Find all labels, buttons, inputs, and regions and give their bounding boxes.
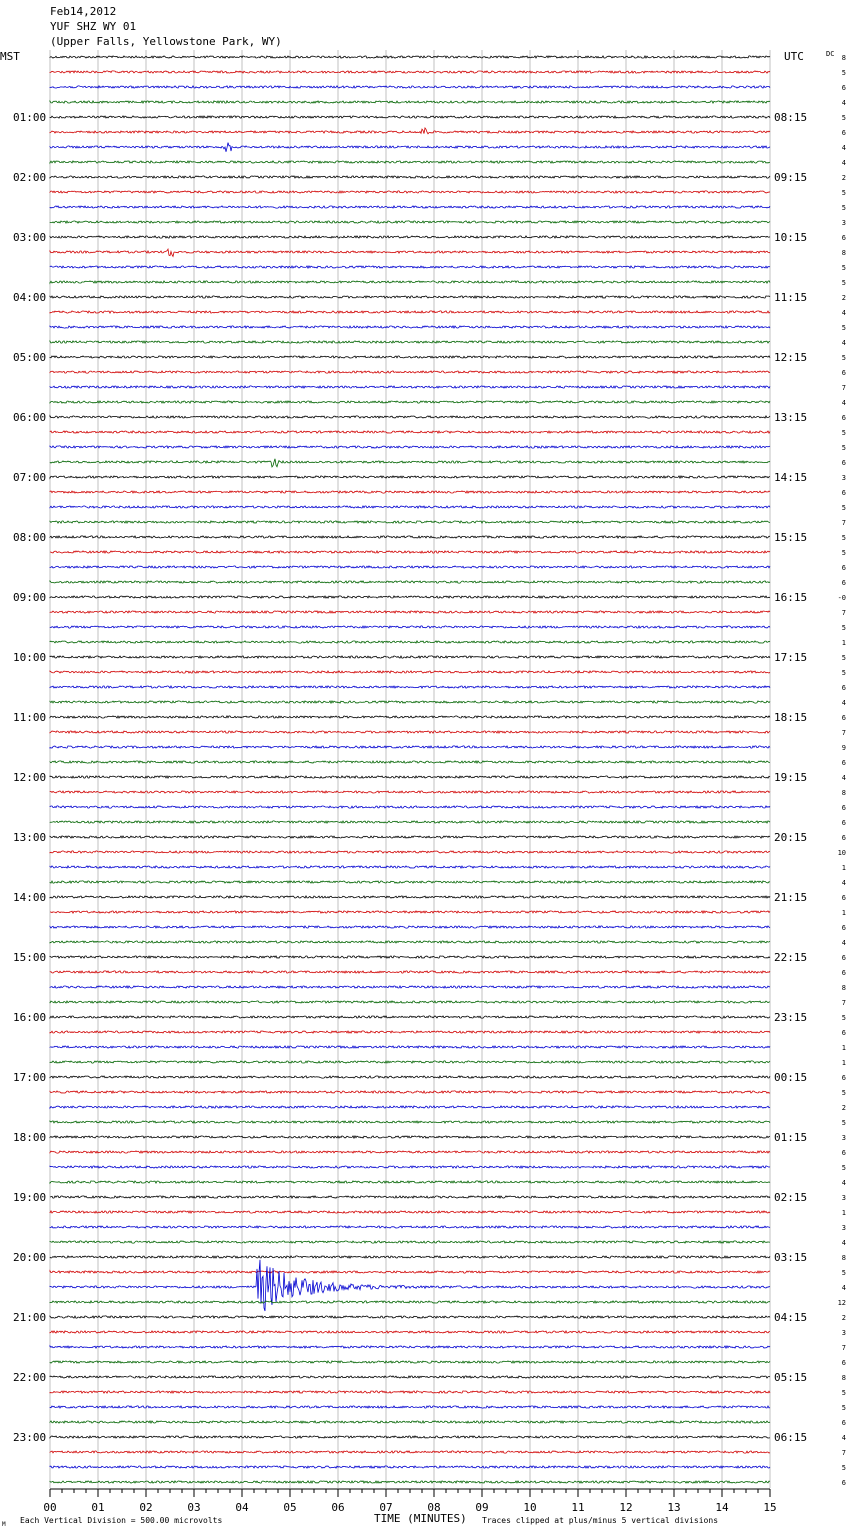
dc-offset-value: 4: [841, 879, 846, 887]
dc-column-label: DC: [826, 50, 835, 58]
mst-hour-label: 03:00: [13, 231, 47, 244]
mst-hour-label: 22:00: [13, 1371, 47, 1384]
clip-note: Traces clipped at plus/minus 5 vertical divisions: [482, 1516, 719, 1525]
dc-offset-value: 5: [841, 429, 846, 437]
trace-row-28: [50, 476, 770, 478]
dc-offset-value: 6: [841, 894, 846, 902]
station-code: YUF SHZ WY 01: [50, 20, 137, 33]
trace-row-70: [50, 1106, 770, 1108]
trace-row-5: [50, 128, 770, 134]
dc-offset-value: 2: [841, 1104, 846, 1112]
mst-hour-label: 10:00: [13, 651, 47, 664]
dc-offset-value: -0: [837, 594, 846, 602]
x-tick-label: 12: [619, 1501, 633, 1514]
dc-offset-value: 7: [841, 999, 846, 1007]
dc-offset-value: 4: [841, 99, 846, 107]
dc-offset-value: 1: [841, 1059, 846, 1067]
dc-offset-value: 1: [841, 909, 846, 917]
mst-hour-label: 09:00: [13, 591, 47, 604]
dc-offset-value: 7: [841, 519, 846, 527]
dc-offset-value: 6: [841, 804, 846, 812]
dc-offset-labels: [838, 54, 846, 1487]
x-tick-label: 08: [427, 1501, 441, 1514]
trace-row-17: [50, 311, 770, 313]
mst-hour-label: 20:00: [13, 1251, 47, 1264]
dc-offset-value: 5: [841, 1404, 846, 1412]
trace-row-21: [50, 371, 770, 373]
dc-offset-value: 5: [841, 549, 846, 557]
utc-hour-label: 23:15: [774, 1011, 808, 1024]
mst-hour-label: 18:00: [13, 1131, 47, 1144]
dc-offset-value: 3: [841, 474, 846, 482]
trace-row-69: [50, 1091, 770, 1093]
trace-row-35: [50, 581, 770, 583]
trace-row-9: [50, 191, 770, 193]
dc-offset-value: 2: [841, 294, 846, 302]
dc-offset-value: 6: [841, 369, 846, 377]
trace-row-84: [50, 1316, 770, 1318]
trace-row-63: [50, 1001, 770, 1003]
dc-offset-value: 5: [841, 324, 846, 332]
dc-offset-value: 6: [841, 1359, 846, 1367]
dc-offset-value: 7: [841, 1449, 846, 1457]
dc-offset-value: 3: [841, 1224, 846, 1232]
trace-row-45: [50, 731, 770, 733]
station-location: (Upper Falls, Yellowstone Park, WY): [50, 35, 282, 48]
dc-offset-value: 6: [841, 969, 846, 977]
trace-row-27: [50, 459, 770, 467]
mst-hour-label: 19:00: [13, 1191, 47, 1204]
trace-row-72: [50, 1136, 770, 1138]
trace-row-91: [50, 1421, 770, 1423]
mst-hour-label: 14:00: [13, 891, 47, 904]
dc-offset-value: 6: [841, 714, 846, 722]
dc-offset-value: 5: [841, 1389, 846, 1397]
trace-row-75: [50, 1181, 770, 1183]
x-tick-label: 02: [139, 1501, 153, 1514]
trace-row-78: [50, 1226, 770, 1228]
dc-offset-value: 3: [841, 1329, 846, 1337]
trace-row-49: [50, 791, 770, 793]
mst-hour-label: 17:00: [13, 1071, 47, 1084]
dc-offset-value: 6: [841, 579, 846, 587]
x-axis-title: TIME (MINUTES): [374, 1512, 467, 1525]
dc-offset-value: 6: [841, 819, 846, 827]
trace-row-32: [50, 536, 770, 538]
dc-offset-value: 6: [841, 1479, 846, 1487]
dc-offset-value: 12: [837, 1299, 846, 1307]
x-tick-label: 06: [331, 1501, 345, 1514]
trace-row-46: [50, 746, 770, 748]
utc-hour-label: 16:15: [774, 591, 808, 604]
trace-row-71: [50, 1121, 770, 1123]
utc-hour-label: 20:15: [774, 831, 808, 844]
utc-hour-label: 02:15: [774, 1191, 808, 1204]
trace-row-55: [50, 881, 770, 883]
utc-hour-label: 22:15: [774, 951, 808, 964]
dc-offset-value: 6: [841, 84, 846, 92]
mst-hour-label: 16:00: [13, 1011, 47, 1024]
dc-offset-value: 4: [841, 1239, 846, 1247]
dc-offset-value: 5: [841, 534, 846, 542]
trace-row-22: [50, 386, 770, 388]
utc-hour-label: 04:15: [774, 1311, 808, 1324]
trace-row-83: [50, 1301, 770, 1303]
utc-hour-label: 08:15: [774, 111, 808, 124]
trace-row-92: [50, 1436, 770, 1438]
utc-hour-label: 05:15: [774, 1371, 808, 1384]
dc-offset-value: 4: [841, 309, 846, 317]
utc-hour-label: 21:15: [774, 891, 808, 904]
trace-row-1: [50, 71, 770, 73]
trace-row-14: [50, 266, 770, 268]
trace-row-93: [50, 1451, 770, 1453]
trace-row-73: [50, 1151, 770, 1153]
corner-mark: M: [2, 1521, 6, 1528]
dc-offset-value: 5: [841, 264, 846, 272]
dc-offset-value: 10: [837, 849, 846, 857]
trace-row-95: [50, 1481, 770, 1483]
mst-hour-label: 21:00: [13, 1311, 47, 1324]
dc-offset-value: 5: [841, 279, 846, 287]
utc-hour-label: 10:15: [774, 231, 808, 244]
dc-offset-value: 4: [841, 774, 846, 782]
trace-row-37: [50, 611, 770, 613]
trace-row-34: [50, 566, 770, 568]
trace-row-56: [50, 896, 770, 898]
trace-row-8: [50, 176, 770, 178]
dc-offset-value: 4: [841, 339, 846, 347]
mst-hour-label: 15:00: [13, 951, 47, 964]
dc-offset-value: 5: [841, 1464, 846, 1472]
dc-offset-value: 5: [841, 654, 846, 662]
trace-row-19: [50, 341, 770, 343]
x-tick-label: 04: [235, 1501, 249, 1514]
trace-row-60: [50, 956, 770, 958]
trace-row-67: [50, 1061, 770, 1063]
trace-row-12: [50, 236, 770, 238]
mst-hour-label: 05:00: [13, 351, 47, 364]
dc-offset-value: 5: [841, 1089, 846, 1097]
right-timezone-label: UTC: [784, 50, 804, 63]
dc-offset-value: 6: [841, 1149, 846, 1157]
trace-row-87: [50, 1361, 770, 1363]
trace-row-76: [50, 1196, 770, 1198]
trace-row-48: [50, 776, 770, 778]
dc-offset-value: 8: [841, 1374, 846, 1382]
trace-row-58: [50, 926, 770, 928]
mst-hour-label: 07:00: [13, 471, 47, 484]
trace-row-89: [50, 1391, 770, 1393]
dc-offset-value: 7: [841, 1344, 846, 1352]
trace-row-65: [50, 1031, 770, 1033]
dc-offset-value: 5: [841, 669, 846, 677]
trace-row-0: [50, 56, 770, 58]
dc-offset-value: 7: [841, 384, 846, 392]
dc-offset-value: 6: [841, 759, 846, 767]
dc-offset-value: 6: [841, 129, 846, 137]
utc-hour-label: 19:15: [774, 771, 808, 784]
trace-row-41: [50, 671, 770, 673]
left-timezone-label: MST: [0, 50, 20, 63]
trace-row-44: [50, 716, 770, 718]
dc-offset-value: 5: [841, 69, 846, 77]
trace-row-33: [50, 551, 770, 553]
mst-hour-label: 12:00: [13, 771, 47, 784]
scale-note: Each Vertical Division = 500.00 microvolts: [20, 1516, 223, 1525]
x-tick-label: 03: [187, 1501, 201, 1514]
trace-row-26: [50, 446, 770, 448]
dc-offset-value: 4: [841, 144, 846, 152]
x-tick-label: 05: [283, 1501, 297, 1514]
mst-hour-label: 11:00: [13, 711, 47, 724]
utc-hour-label: 13:15: [774, 411, 808, 424]
trace-row-68: [50, 1076, 770, 1078]
plot-date: Feb14,2012: [50, 5, 117, 18]
dc-offset-value: 3: [841, 1194, 846, 1202]
trace-row-50: [50, 806, 770, 808]
mst-hour-label: 13:00: [13, 831, 47, 844]
utc-hour-label: 18:15: [774, 711, 808, 724]
dc-offset-value: 6: [841, 459, 846, 467]
dc-offset-value: 7: [841, 609, 846, 617]
dc-offset-value: 8: [841, 984, 846, 992]
trace-row-47: [50, 761, 770, 763]
x-tick-label: 10: [523, 1501, 537, 1514]
x-axis: [43, 1489, 776, 1514]
dc-offset-value: 5: [841, 1119, 846, 1127]
x-tick-label: 13: [667, 1501, 681, 1514]
utc-hour-label: 14:15: [774, 471, 808, 484]
trace-row-43: [50, 701, 770, 703]
dc-offset-value: 5: [841, 624, 846, 632]
trace-row-80: [50, 1256, 770, 1258]
dc-offset-value: 6: [841, 489, 846, 497]
trace-row-66: [50, 1046, 770, 1048]
trace-row-20: [50, 356, 770, 358]
dc-offset-value: 4: [841, 159, 846, 167]
trace-row-3: [50, 101, 770, 103]
dc-offset-value: 6: [841, 924, 846, 932]
dc-offset-value: 8: [841, 249, 846, 257]
x-tick-label: 14: [715, 1501, 729, 1514]
dc-offset-value: 8: [841, 1254, 846, 1262]
trace-row-25: [50, 431, 770, 433]
x-tick-label: 15: [763, 1501, 777, 1514]
trace-row-6: [50, 143, 770, 152]
dc-offset-value: 2: [841, 1314, 846, 1322]
dc-offset-value: 5: [841, 1164, 846, 1172]
trace-row-85: [50, 1331, 770, 1333]
dc-offset-value: 5: [841, 504, 846, 512]
utc-hour-label: 09:15: [774, 171, 808, 184]
trace-row-29: [50, 491, 770, 493]
dc-offset-value: 6: [841, 684, 846, 692]
dc-offset-value: 1: [841, 1044, 846, 1052]
trace-row-94: [50, 1466, 770, 1468]
dc-offset-value: 9: [841, 744, 846, 752]
trace-row-51: [50, 821, 770, 823]
trace-row-11: [50, 221, 770, 223]
trace-row-79: [50, 1241, 770, 1243]
dc-offset-value: 2: [841, 174, 846, 182]
dc-offset-value: 7: [841, 729, 846, 737]
dc-offset-value: 5: [841, 189, 846, 197]
dc-offset-value: 8: [841, 789, 846, 797]
dc-offset-value: 6: [841, 1029, 846, 1037]
trace-row-90: [50, 1406, 770, 1408]
trace-row-52: [50, 836, 770, 838]
dc-offset-value: 6: [841, 954, 846, 962]
trace-row-24: [50, 416, 770, 418]
dc-offset-value: 4: [841, 1284, 846, 1292]
trace-row-39: [50, 641, 770, 643]
dc-offset-value: 1: [841, 639, 846, 647]
trace-row-30: [50, 506, 770, 508]
dc-offset-value: 5: [841, 444, 846, 452]
dc-offset-value: 8: [841, 54, 846, 62]
trace-row-62: [50, 986, 770, 988]
mst-hour-label: 01:00: [13, 111, 47, 124]
dc-offset-value: 4: [841, 1434, 846, 1442]
trace-row-23: [50, 401, 770, 403]
x-tick-label: 00: [43, 1501, 57, 1514]
dc-offset-value: 1: [841, 1209, 846, 1217]
trace-row-18: [50, 326, 770, 328]
dc-offset-value: 5: [841, 114, 846, 122]
dc-offset-value: 3: [841, 1134, 846, 1142]
mst-hour-label: 04:00: [13, 291, 47, 304]
trace-row-16: [50, 296, 770, 298]
trace-row-31: [50, 521, 770, 523]
dc-offset-value: 5: [841, 204, 846, 212]
dc-offset-value: 6: [841, 1074, 846, 1082]
trace-row-53: [50, 851, 770, 853]
mst-hour-label: 23:00: [13, 1431, 47, 1444]
utc-hour-label: 01:15: [774, 1131, 808, 1144]
utc-hour-label: 12:15: [774, 351, 808, 364]
dc-offset-value: 6: [841, 1419, 846, 1427]
trace-row-77: [50, 1211, 770, 1213]
dc-offset-value: 4: [841, 939, 846, 947]
trace-row-36: [50, 596, 770, 598]
trace-row-2: [50, 86, 770, 88]
dc-offset-value: 6: [841, 564, 846, 572]
trace-row-86: [50, 1346, 770, 1348]
trace-row-10: [50, 206, 770, 208]
utc-hour-label: 11:15: [774, 291, 808, 304]
mst-hour-label: 08:00: [13, 531, 47, 544]
trace-row-38: [50, 626, 770, 628]
dc-offset-value: 1: [841, 864, 846, 872]
utc-hour-label: 00:15: [774, 1071, 808, 1084]
utc-hour-label: 15:15: [774, 531, 808, 544]
utc-hour-label: 17:15: [774, 651, 808, 664]
x-tick-label: 09: [475, 1501, 489, 1514]
dc-offset-value: 5: [841, 1269, 846, 1277]
x-tick-label: 07: [379, 1501, 393, 1514]
trace-row-40: [50, 656, 770, 658]
mst-hour-label: 06:00: [13, 411, 47, 424]
trace-row-7: [50, 161, 770, 163]
x-tick-label: 01: [91, 1501, 105, 1514]
seismic-traces: [50, 56, 770, 1483]
utc-hour-label: 03:15: [774, 1251, 808, 1264]
mst-hour-label: 02:00: [13, 171, 47, 184]
trace-row-15: [50, 281, 770, 283]
dc-offset-value: 5: [841, 1014, 846, 1022]
trace-row-42: [50, 686, 770, 688]
dc-offset-value: 5: [841, 354, 846, 362]
trace-row-64: [50, 1016, 770, 1018]
trace-row-74: [50, 1166, 770, 1168]
dc-offset-value: 4: [841, 1179, 846, 1187]
trace-row-81: [50, 1271, 770, 1273]
dc-offset-value: 3: [841, 219, 846, 227]
dc-offset-value: 4: [841, 399, 846, 407]
trace-row-61: [50, 971, 770, 973]
utc-hour-label: 06:15: [774, 1431, 808, 1444]
trace-row-13: [50, 249, 770, 256]
trace-row-59: [50, 941, 770, 943]
trace-row-57: [50, 911, 770, 913]
dc-offset-value: 4: [841, 699, 846, 707]
trace-row-88: [50, 1376, 770, 1378]
dc-offset-value: 6: [841, 834, 846, 842]
dc-offset-value: 6: [841, 234, 846, 242]
trace-row-54: [50, 866, 770, 868]
x-tick-label: 11: [571, 1501, 585, 1514]
trace-row-4: [50, 116, 770, 118]
dc-offset-value: 6: [841, 414, 846, 422]
